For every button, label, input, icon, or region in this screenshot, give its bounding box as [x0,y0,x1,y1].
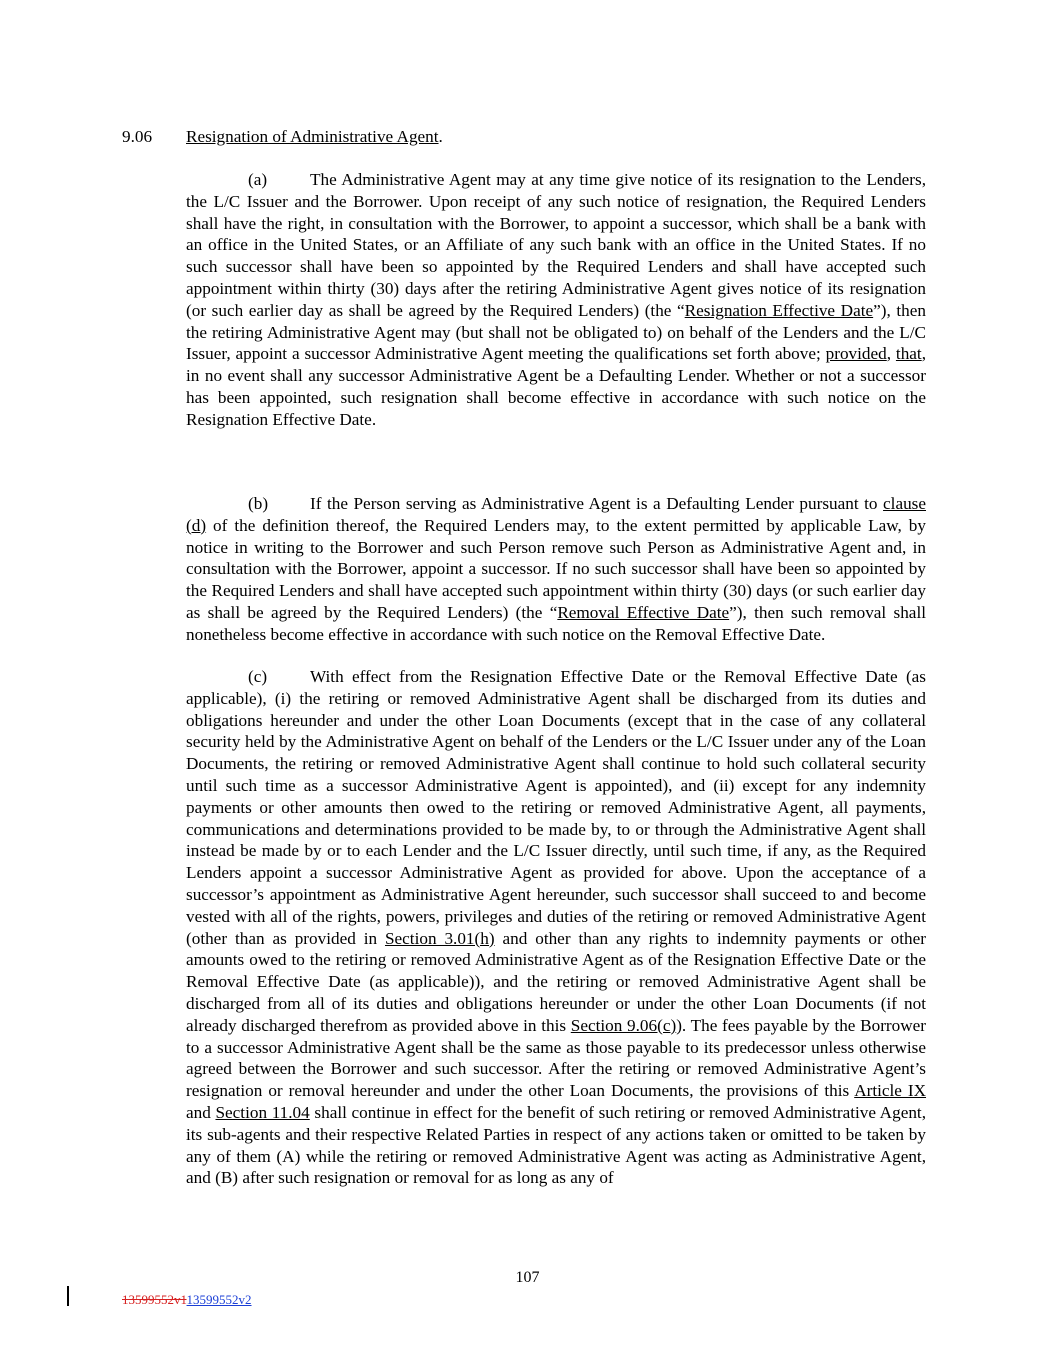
section-3-01h-reference: Section 3.01(h) [384,928,495,948]
section-heading [122,126,443,148]
doc-id-inserted: 13599552v2 [186,1292,252,1307]
paragraph-c-text: and other than any rights to indemnity payments or other amounts owed to the retiring or removed Administrative Agent as of the Resignation Effective Date or the Removal Effective Date (as applicable)), and the retiring or removed Administrative Agent shall be discharged from all of its duties and obligations hereunder or under the other Loan Documents (if not already discharged therefrom as provided above in this [186,928,926,1035]
article-ix-reference: Article IX [854,1081,927,1101]
paragraph-a-text: , [886,344,896,364]
defined-term-resignation-effective-date: Resignation Effective Date [684,300,874,320]
term-provided: provided [825,344,887,364]
paragraph-b [186,493,926,646]
paragraph-b-text: of the definition thereof, the Required Lenders may, to the extent permitted by applicable Law, by notice in writing to the Borrower and such Person remove such Person as Administrative Agent and, in consultation with the Borrower, appoint a successor. If no such successor shall have been so appointed by the Required Lenders and shall have accepted such appointment within thirty (30) days (or such earlier day as shall be agreed by the Required Lenders) (the “ [186,515,926,622]
page-number: 107 [515,1269,540,1286]
paragraph-c-text: and [186,1102,216,1122]
section-9-06c-reference: Section 9.06(c) [570,1015,677,1035]
paragraph-c-text: shall continue in effect for the benefit of such retiring or removed Administrative Agent, its sub-agents and their respective Related Parties in respect of any actions taken or omitted to be taken by any of them (A) while the retiring or removed Administrative Agent was acting as Administrative Agent, and (B) after such resignation or removal for as long as any of [186,1102,926,1188]
section-number: 9.06 [122,127,153,146]
paragraph-c-text: ). The fees payable by the Borrower to a successor Administrative Agent shall be the same as those payable to its predecessor unless otherwise agreed between the Borrower and such successor. After the retiring or removed Administrative Agent’s resignation or removal hereunder and under the other Loan Documents, the provisions of this [186,1015,927,1101]
paragraph-b-text: ”), then such removal shall nonetheless become effective in accordance with such notice on the Removal Effective Date. [186,602,926,644]
doc-id-deleted: 13599552v1 [122,1292,187,1307]
paragraph-c-text: With effect from the Resignation Effective Date or the Removal Effective Date (as applicable), (i) the retiring or removed Administrative Agent shall be discharged from its duties and obligations hereunder and under the other Loan Documents (except that in the case of any collateral security held by the Administrative Agent on behalf of the Lenders or the L/C Issuer under any of the Loan Documents, the retiring or removed Administrative Agent shall continue to hold such collateral security until such time as a successor Administrative Agent is appointed), and (ii) except for any indemnity payments or other amounts then owed to the retiring or removed Administrative Agent, all payments, communications and determinations provided to be made by, to or through the Administrative Agent shall instead be made by or to each Lender and the L/C Issuer directly, until such time, if any, as the Required Lenders appoint a successor Administrative Agent as provided for above. Upon the acceptance of a successor’s appointment as Administrative Agent hereunder, such successor shall succeed to and become vested with all of the rights, powers, privileges and duties of the retiring or removed Administrative Agent (other than as provided in [186,667,926,948]
clause-d-reference: clause (d) [186,494,926,535]
defined-term-removal-effective-date: Removal Effective Date [557,602,730,622]
paragraph-a-text: ”), then the retiring Administrative Agent may (but shall not be obligated to) on behalf of the Lenders and the L/C Issuer, appoint a successor Administrative Agent meeting the qualifications set forth above; [186,300,926,364]
paragraph-c [186,666,926,1189]
paragraph-a-label: (a) [248,170,268,189]
paragraph-b-text: If the Person serving as Administrative Agent is a Defaulting Lender pursuant to [310,494,884,513]
section-title: Resignation of Administrative Agent [186,127,439,146]
section-11-04-reference: Section 11.04 [215,1102,310,1122]
change-bar [67,1286,69,1306]
term-that: that [895,344,922,364]
document-id [122,1289,252,1311]
paragraph-b-label: (b) [248,494,269,513]
paragraph-c-label: (c) [248,667,268,686]
paragraph-a [186,169,926,431]
paragraph-a-text: The Administrative Agent may at any time give notice of its resignation to the Lenders, the L/C Issuer and the Borrower. Upon receipt of any such notice of resignation, the Required Lenders shall have the right, in consultation with the Borrower, to appoint a successor, which shall be a bank with an office in the United States, or an Affiliate of any such bank with an office in the United States. If no such successor shall have been so appointed by the Required Lenders and shall have accepted such appointment within thirty (30) days after the retiring Administrative Agent gives notice of its resignation (or such earlier day as shall be agreed by the Required Lenders) (the “ [186,170,926,320]
paragraph-a-text: , in no event shall any successor Administrative Agent be a Defaulting Lender. Whether or not a successor has been appointed, such resignation shall become effective in accordance with such notice on the Resignation Effective Date. [186,344,926,429]
section-title-suffix: . [438,127,443,146]
